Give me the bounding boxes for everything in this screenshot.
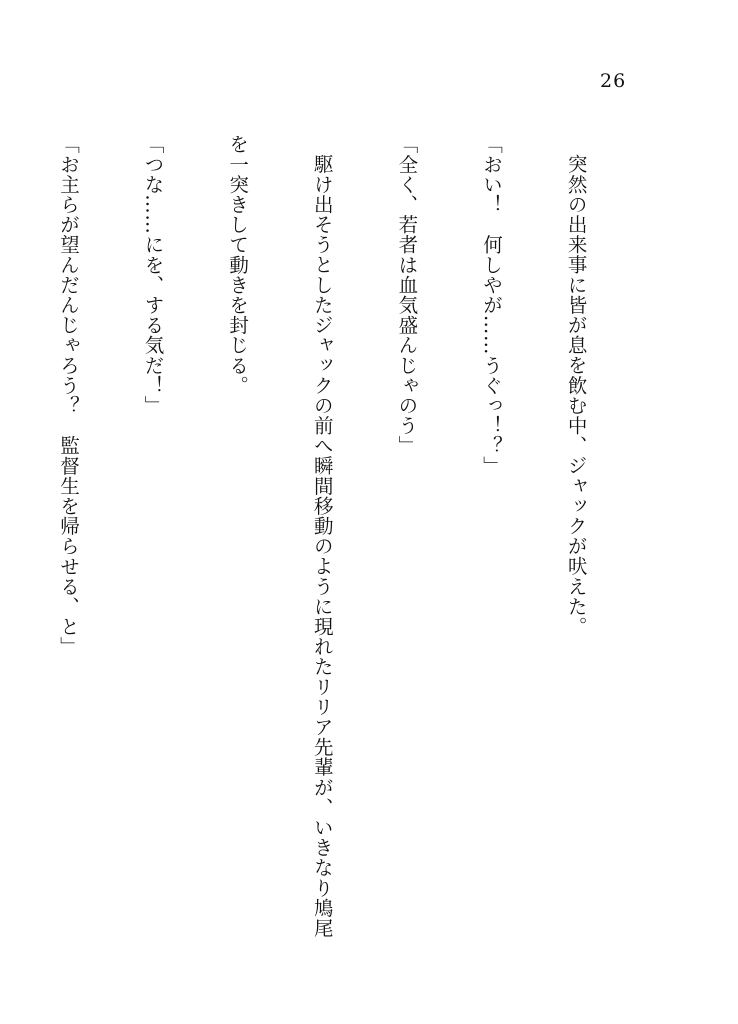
text-line: 「全く、若者は血気盛んじゃのう」	[395, 134, 419, 456]
text-line: 「おい！ 何しやが……うぐっ！？」	[479, 134, 503, 476]
text-line: 「つな……にを、する気だ！」	[141, 134, 165, 416]
text-line: 突然の出来事に皆が息を飲む中、ジャックが吠えた。	[564, 153, 588, 636]
page-number: 26	[600, 70, 627, 92]
novel-text-body	[0, 134, 646, 974]
text-line: 「お主らが望んだんじゃろう？ 監督生を帰らせる、と」	[56, 134, 80, 657]
text-line: を一突きして動きを封じる。	[226, 134, 250, 396]
text-line: 駆け出そうとしたジャックの前へ瞬間移動のように現れたリリア先輩が、いきなり鳩尾	[310, 153, 334, 938]
